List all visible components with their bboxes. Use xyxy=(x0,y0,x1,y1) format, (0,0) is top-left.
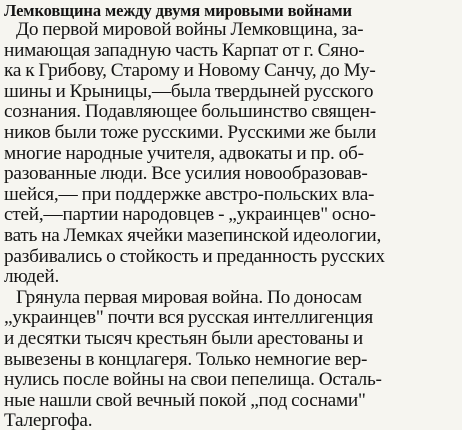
paragraph-1-line: ников были тоже русскими. Русскими же были xyxy=(4,121,377,143)
article-body xyxy=(0,20,462,430)
paragraph-1-line: шейся,— при поддержке австро-польских вла- xyxy=(4,183,375,205)
paragraph-1-line: разованные люди. Все усилия новообразовав- xyxy=(4,163,368,185)
paragraph-1-line: разбивались о стойкость и преданность русских xyxy=(4,245,385,267)
paragraph-1-line: многие народные учителя, адвокаты и пр. об- xyxy=(4,142,364,164)
paragraph-1-line: вать на Лемках ячейки мазепинской идеологии, xyxy=(4,224,382,246)
paragraph-2-line: нулись после войны на свои пепелища. Осталь- xyxy=(4,369,382,391)
paragraph-1-line: шины и Крыницы,—была твердыней русского xyxy=(4,80,374,102)
cropped-next-line-fragment xyxy=(0,426,462,430)
paragraph-2-line: и десятки тысяч крестьян были арестованы и xyxy=(4,327,363,349)
paragraph-1-line: сознания. Подавляющее большинство священ- xyxy=(4,101,376,123)
paragraph-2-line: Талергофа. xyxy=(4,410,93,430)
paragraph-2-line: ные нашли свой вечный покой „под соснами" xyxy=(4,389,366,411)
paragraph-2-line: вывезены в концлагеря. Только немногие вер- xyxy=(4,348,368,370)
paragraph-1-line: нимающая западную часть Карпат от г. Сяно- xyxy=(4,39,365,61)
paragraph-1-line: ка к Грибову, Старому и Новому Санчу, до Му- xyxy=(4,60,376,82)
paragraph-2-line: „украинцев" почти вся русская интеллигенция xyxy=(4,307,373,329)
paragraph-1-line: До первой мировой войны Лемковщина, за- xyxy=(16,19,364,40)
article-title: Лемковщина между двумя мировыми войнами xyxy=(4,1,352,20)
paragraph-1-line: стей,—партии народовцев - „украинцев" осно- xyxy=(4,204,376,226)
paragraph-2-line: Грянула первая мировая война. По доносам xyxy=(16,286,362,308)
paragraph-1-line: людей. xyxy=(4,266,60,288)
